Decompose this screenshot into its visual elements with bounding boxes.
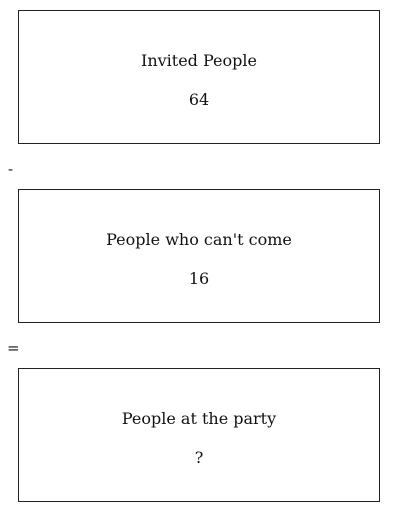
people-cant-come-value: 16 (188, 269, 210, 288)
people-cant-come-label: People who can't come (106, 230, 292, 249)
invited-people-box (18, 10, 380, 144)
invited-people-value: 64 (188, 90, 210, 109)
people-at-party-box (18, 368, 380, 502)
invited-people-label: Invited People (141, 51, 257, 70)
minus-operator: - (8, 160, 14, 178)
equals-operator: = (7, 339, 20, 357)
people-at-party-label: People at the party (121, 409, 277, 428)
people-at-party-value: ? (194, 448, 204, 467)
people-cant-come-box (18, 189, 380, 323)
